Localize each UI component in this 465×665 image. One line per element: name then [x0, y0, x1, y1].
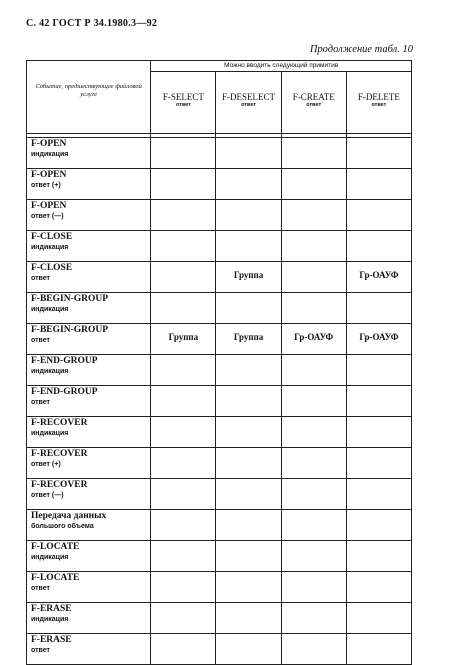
event-cell [27, 262, 151, 293]
table-row [27, 169, 412, 200]
value-cell [281, 262, 346, 293]
value-cell [151, 572, 216, 603]
event-name: F-CLOSE [31, 232, 73, 242]
value-cell [151, 138, 216, 169]
table-continuation-label: Продолжение табл. 10 [309, 44, 413, 55]
column-header: F-CREATE ответ [281, 72, 346, 134]
event-name: F-LOCATE [31, 542, 80, 552]
value-cell [346, 386, 411, 417]
value-cell [346, 355, 411, 386]
table-row [27, 231, 412, 262]
value-cell [281, 355, 346, 386]
value-cell [151, 293, 216, 324]
table-row [27, 293, 412, 324]
value-cell [151, 386, 216, 417]
value-cell: Гр-ОАУФ [281, 324, 346, 355]
value-cell [281, 510, 346, 541]
table-row [27, 510, 412, 541]
table-row [27, 479, 412, 510]
page-header: С. 42 ГОСТ Р 34.1980.3—92 [26, 18, 158, 29]
value-cell [281, 417, 346, 448]
event-cell [27, 293, 151, 324]
event-name: F-RECOVER [31, 480, 88, 490]
table-row [27, 386, 412, 417]
event-name: F-BEGIN-GROUP [31, 325, 109, 335]
event-cell [27, 572, 151, 603]
event-qualifier: ответ [31, 584, 50, 592]
value-cell [151, 417, 216, 448]
primitive-table [26, 60, 412, 665]
table-row [27, 355, 412, 386]
value-cell [151, 448, 216, 479]
event-name: F-RECOVER [31, 449, 88, 459]
value-cell [346, 231, 411, 262]
value-cell [216, 386, 281, 417]
event-name: F-END-GROUP [31, 356, 98, 366]
table-row [27, 262, 412, 293]
value-cell [216, 448, 281, 479]
event-qualifier: большого объема [31, 522, 94, 530]
event-cell [27, 386, 151, 417]
event-qualifier: индикация [31, 429, 69, 437]
value-cell: Группа [216, 324, 281, 355]
event-name: F-ERASE [31, 604, 72, 614]
table-row [27, 541, 412, 572]
event-qualifier: индикация [31, 305, 69, 313]
value-cell [346, 200, 411, 231]
event-cell [27, 169, 151, 200]
value-cell [216, 200, 281, 231]
table-row [27, 417, 412, 448]
value-cell [281, 541, 346, 572]
event-name: F-BEGIN-GROUP [31, 294, 109, 304]
event-name: F-OPEN [31, 139, 67, 149]
value-cell [151, 603, 216, 634]
table-row [27, 448, 412, 479]
event-qualifier: индикация [31, 553, 69, 561]
event-name: F-CLOSE [31, 263, 73, 273]
value-cell [216, 510, 281, 541]
event-cell [27, 200, 151, 231]
value-cell [346, 293, 411, 324]
value-cell [216, 603, 281, 634]
value-cell [346, 510, 411, 541]
event-name: F-OPEN [31, 170, 67, 180]
event-name: F-LOCATE [31, 573, 80, 583]
value-cell [281, 231, 346, 262]
value-cell [151, 634, 216, 665]
value-cell [151, 262, 216, 293]
value-cell [281, 603, 346, 634]
column-header: F-SELECT ответ [151, 72, 216, 134]
table-row [27, 138, 412, 169]
table-row [27, 603, 412, 634]
value-cell [151, 169, 216, 200]
event-qualifier: индикация [31, 243, 69, 251]
event-qualifier: ответ (—) [31, 491, 64, 499]
event-name: F-END-GROUP [31, 387, 98, 397]
value-cell [346, 541, 411, 572]
value-cell [216, 572, 281, 603]
event-qualifier: ответ [31, 398, 50, 406]
event-cell [27, 138, 151, 169]
event-cell [27, 231, 151, 262]
event-cell [27, 448, 151, 479]
event-name: F-OPEN [31, 201, 67, 211]
value-cell [216, 479, 281, 510]
event-qualifier: индикация [31, 367, 69, 375]
event-cell [27, 603, 151, 634]
event-cell [27, 541, 151, 572]
value-cell [281, 200, 346, 231]
value-cell [346, 479, 411, 510]
value-cell [216, 634, 281, 665]
table-row [27, 634, 412, 665]
event-name: Передача данных [31, 511, 107, 521]
value-cell [216, 355, 281, 386]
value-cell [216, 417, 281, 448]
value-cell [216, 169, 281, 200]
table-row [27, 200, 412, 231]
value-cell: Гр-ОАУФ [346, 324, 411, 355]
event-column-header: Событие, предшествующее файловой услуге [27, 61, 151, 134]
value-cell [346, 448, 411, 479]
event-qualifier: ответ (—) [31, 212, 64, 220]
value-cell: Группа [216, 262, 281, 293]
event-qualifier: ответ (+) [31, 181, 61, 189]
event-cell [27, 417, 151, 448]
value-cell [346, 603, 411, 634]
value-cell [281, 138, 346, 169]
value-cell [151, 200, 216, 231]
event-cell [27, 324, 151, 355]
value-cell [151, 479, 216, 510]
value-cell [346, 417, 411, 448]
value-cell: Группа [151, 324, 216, 355]
event-qualifier: индикация [31, 615, 69, 623]
value-cell [151, 541, 216, 572]
event-qualifier: индикация [31, 150, 69, 158]
value-cell [346, 169, 411, 200]
column-header: F-DELETE ответ [346, 72, 411, 134]
value-cell [216, 293, 281, 324]
value-cell: Гр-ОАУФ [346, 262, 411, 293]
value-cell [281, 386, 346, 417]
table-row [27, 572, 412, 603]
value-cell [346, 138, 411, 169]
value-cell [281, 293, 346, 324]
value-cell [281, 169, 346, 200]
event-cell [27, 634, 151, 665]
value-cell [151, 355, 216, 386]
value-cell [216, 138, 281, 169]
event-cell [27, 355, 151, 386]
event-name: F-RECOVER [31, 418, 88, 428]
event-qualifier: ответ (+) [31, 460, 61, 468]
event-qualifier: ответ [31, 274, 50, 282]
value-cell [151, 231, 216, 262]
value-cell [281, 634, 346, 665]
event-cell [27, 479, 151, 510]
value-cell [281, 572, 346, 603]
event-qualifier: ответ [31, 336, 50, 344]
value-cell [346, 572, 411, 603]
event-qualifier: ответ [31, 646, 50, 654]
event-name: F-ERASE [31, 635, 72, 645]
primitive-group-header: Можно вводить следующий примитив [151, 61, 412, 72]
column-header: F-DESELECT ответ [216, 72, 281, 134]
value-cell [281, 448, 346, 479]
value-cell [281, 479, 346, 510]
table-row [27, 324, 412, 355]
value-cell [216, 541, 281, 572]
event-cell [27, 510, 151, 541]
value-cell [216, 231, 281, 262]
value-cell [346, 634, 411, 665]
value-cell [151, 510, 216, 541]
